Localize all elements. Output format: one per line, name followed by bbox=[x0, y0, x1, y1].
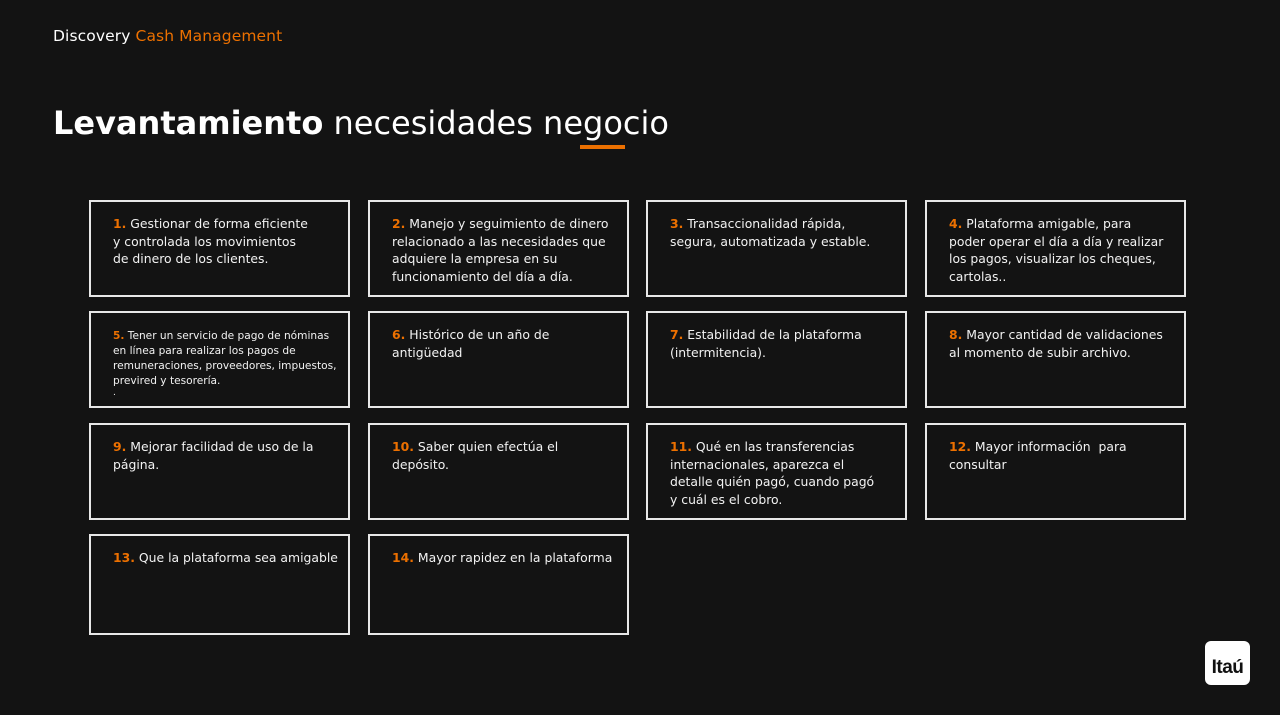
card-text: Qué en las transferencias internacionales, aparezca el detalle quién pagó, cuando pagó y cuál es el cobro. bbox=[670, 439, 875, 507]
need-card-13 bbox=[89, 534, 350, 635]
card-number: 7. bbox=[670, 327, 684, 342]
need-card-2 bbox=[368, 200, 629, 297]
brand-accent: Cash Management bbox=[135, 27, 283, 45]
need-card-1 bbox=[89, 200, 350, 297]
card-number: 13. bbox=[113, 550, 135, 565]
card-number: 3. bbox=[670, 216, 684, 231]
card-text: Histórico de un año de antigüedad bbox=[392, 327, 550, 360]
page-title bbox=[53, 101, 669, 145]
card-number: 1. bbox=[113, 216, 127, 231]
need-card-10 bbox=[368, 423, 629, 520]
card-text: Mayor información para consultar bbox=[949, 439, 1127, 472]
card-number: 6. bbox=[392, 327, 406, 342]
need-card-14 bbox=[368, 534, 629, 635]
card-number: 14. bbox=[392, 550, 414, 565]
need-card-5 bbox=[89, 311, 350, 408]
card-text: Mejorar facilidad de uso de la página. bbox=[113, 439, 314, 472]
card-text: Mayor rapidez en la plataforma bbox=[417, 550, 613, 565]
card-tail: . bbox=[113, 388, 116, 398]
need-card-6 bbox=[368, 311, 629, 408]
itau-logo bbox=[1205, 641, 1250, 685]
need-card-8 bbox=[925, 311, 1186, 408]
card-text: Estabilidad de la plataforma (intermitencia). bbox=[670, 327, 862, 360]
card-text: Plataforma amigable, para poder operar el día a día y realizar los pagos, visualizar los cheques, cartolas.. bbox=[949, 216, 1164, 284]
need-card-7 bbox=[646, 311, 907, 408]
card-number: 5. bbox=[113, 330, 125, 342]
card-number: 10. bbox=[392, 439, 414, 454]
card-number: 4. bbox=[949, 216, 963, 231]
need-card-9 bbox=[89, 423, 350, 520]
brand-header bbox=[53, 27, 282, 45]
card-number: 9. bbox=[113, 439, 127, 454]
card-number: 11. bbox=[670, 439, 692, 454]
card-text: Saber quien efectúa el depósito. bbox=[392, 439, 559, 472]
need-card-3 bbox=[646, 200, 907, 297]
page-title-light: necesidades negocio bbox=[333, 104, 669, 142]
page-title-bold: Levantamiento bbox=[53, 104, 324, 142]
card-number: 12. bbox=[949, 439, 971, 454]
need-card-11 bbox=[646, 423, 907, 520]
card-text: Que la plataforma sea amigable bbox=[138, 550, 338, 565]
card-text: Tener un servicio de pago de nóminas en línea para realizar los pagos de remuneraciones, proveedores, impuestos, previred y tesorería. bbox=[113, 330, 337, 387]
need-card-4 bbox=[925, 200, 1186, 297]
card-text: Manejo y seguimiento de dinero relacionado a las necesidades que adquiere la empresa en su funcionamiento del día a día. bbox=[392, 216, 609, 284]
itau-logo-text: Itaú bbox=[1211, 657, 1244, 678]
card-text: Transaccionalidad rápida, segura, automatizada y estable. bbox=[670, 216, 871, 249]
card-number: 2. bbox=[392, 216, 406, 231]
card-number: 8. bbox=[949, 327, 963, 342]
brand-primary: Discovery bbox=[53, 27, 131, 45]
card-text: Gestionar de forma eficiente y controlada los movimientos de dinero de los clientes. bbox=[113, 216, 308, 267]
card-text: Mayor cantidad de validaciones al momento de subir archivo. bbox=[949, 327, 1163, 360]
need-card-12 bbox=[925, 423, 1186, 520]
title-underline bbox=[580, 145, 625, 149]
